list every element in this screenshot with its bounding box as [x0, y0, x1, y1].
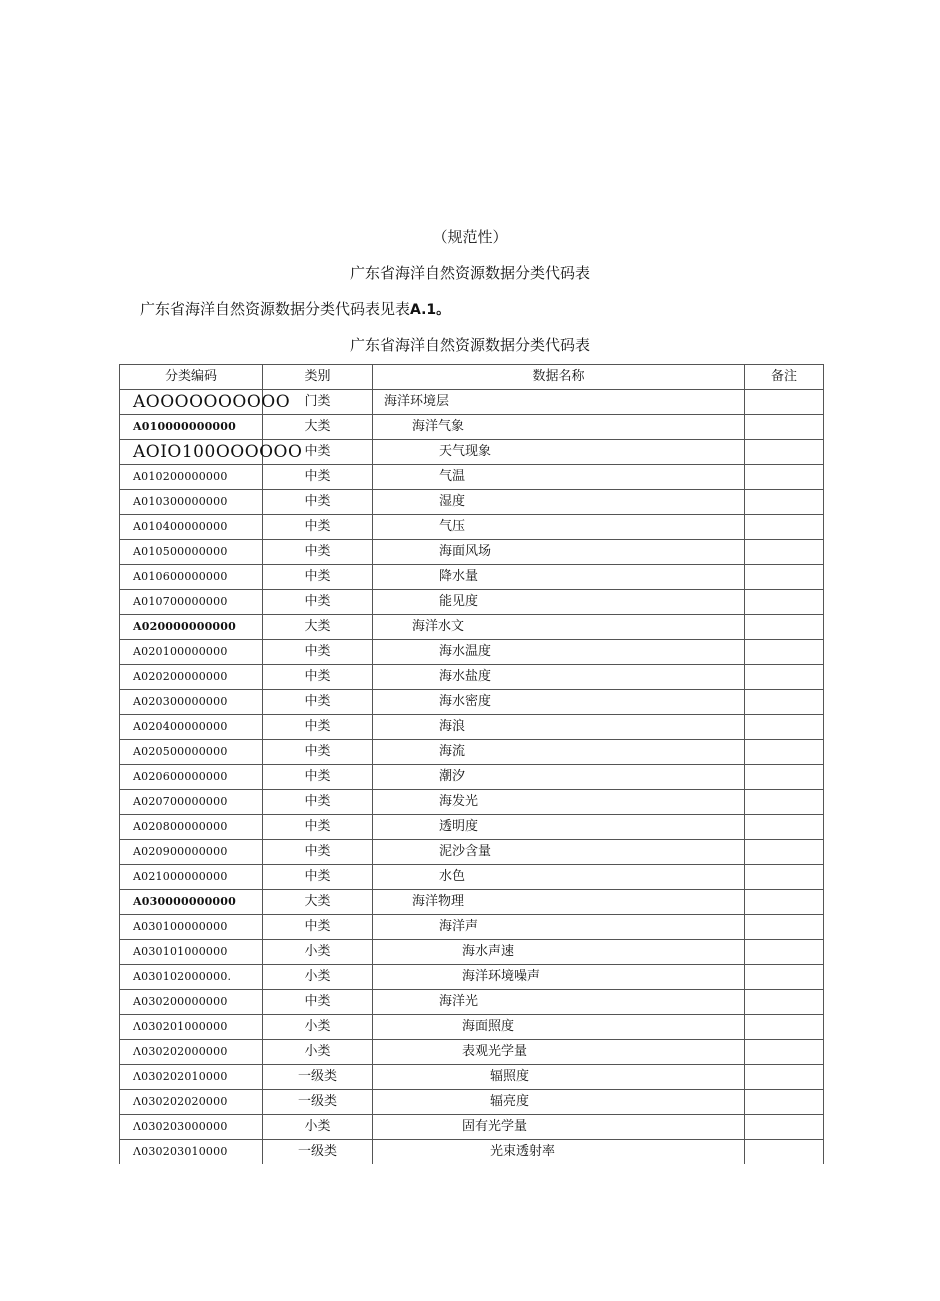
data-name-cell: 海面风场: [373, 540, 745, 565]
code-cell: A030100000000: [120, 915, 263, 940]
category-cell: 中类: [263, 540, 373, 565]
table-row: [120, 390, 824, 415]
category-cell: 中类: [263, 790, 373, 815]
data-name-cell: 降水量: [373, 565, 745, 590]
note-cell: [745, 715, 824, 740]
note-cell: [745, 765, 824, 790]
category-cell: 小类: [263, 940, 373, 965]
data-name-cell: 海流: [373, 740, 745, 765]
code-cell: Λ030203000000: [120, 1115, 263, 1140]
category-cell: 门类: [263, 390, 373, 415]
note-cell: [745, 1140, 824, 1165]
code-cell: A020900000000: [120, 840, 263, 865]
code-cell: A010700000000: [120, 590, 263, 615]
code-cell: A030101000000: [120, 940, 263, 965]
data-name-cell: 海水声速: [373, 940, 745, 965]
table-row: [120, 690, 824, 715]
code-cell: A030200000000: [120, 990, 263, 1015]
category-cell: 一级类: [263, 1065, 373, 1090]
note-cell: [745, 390, 824, 415]
category-cell: 中类: [263, 715, 373, 740]
table-row: [120, 465, 824, 490]
data-name-cell: 海水温度: [373, 640, 745, 665]
table-row: [120, 565, 824, 590]
category-cell: 中类: [263, 490, 373, 515]
category-cell: 中类: [263, 690, 373, 715]
table-row: [120, 1115, 824, 1140]
note-cell: [745, 415, 824, 440]
code-cell: A010000000000: [120, 415, 263, 440]
category-cell: 中类: [263, 440, 373, 465]
data-name-cell: 能见度: [373, 590, 745, 615]
code-cell: A030102000000.: [120, 965, 263, 990]
table-row: [120, 1040, 824, 1065]
data-name-cell: 海浪: [373, 715, 745, 740]
data-name-cell: 海洋环境噪声: [373, 965, 745, 990]
category-cell: 中类: [263, 665, 373, 690]
table-row: [120, 990, 824, 1015]
code-cell: Λ030202000000: [120, 1040, 263, 1065]
data-name-cell: 辐亮度: [373, 1090, 745, 1115]
note-cell: [745, 615, 824, 640]
note-cell: [745, 940, 824, 965]
intro-sentence: [140, 298, 450, 319]
data-name-cell: 气温: [373, 465, 745, 490]
code-cell: Λ030201000000: [120, 1015, 263, 1040]
category-cell: 中类: [263, 565, 373, 590]
table-reference: A.1。: [410, 302, 451, 318]
header-category: 类别: [263, 365, 373, 390]
code-cell: A020500000000: [120, 740, 263, 765]
data-name-cell: 固有光学量: [373, 1115, 745, 1140]
note-cell: [745, 1015, 824, 1040]
code-cell: A020200000000: [120, 665, 263, 690]
table-row: [120, 615, 824, 640]
code-cell: Λ030203010000: [120, 1140, 263, 1165]
note-cell: [745, 790, 824, 815]
table-caption: 广东省海洋自然资源数据分类代码表: [349, 336, 590, 354]
table-row: [120, 840, 824, 865]
category-cell: 中类: [263, 990, 373, 1015]
data-name-cell: 表观光学量: [373, 1040, 745, 1065]
note-cell: [745, 565, 824, 590]
normative-note: （规范性）: [432, 228, 508, 246]
code-cell: AOIO100OOOOOO: [120, 440, 263, 465]
category-cell: 小类: [263, 1040, 373, 1065]
category-cell: 中类: [263, 865, 373, 890]
table-row: [120, 715, 824, 740]
data-name-cell: 气压: [373, 515, 745, 540]
category-cell: 中类: [263, 915, 373, 940]
table-row: [120, 740, 824, 765]
table-row: [120, 515, 824, 540]
table-row: [120, 1065, 824, 1090]
code-cell: A020400000000: [120, 715, 263, 740]
category-cell: 小类: [263, 1115, 373, 1140]
table-row: [120, 965, 824, 990]
code-cell: A020100000000: [120, 640, 263, 665]
code-cell: A020600000000: [120, 765, 263, 790]
table-row: [120, 1015, 824, 1040]
data-name-cell: 海洋气象: [373, 415, 745, 440]
data-name-cell: 天气现象: [373, 440, 745, 465]
category-cell: 中类: [263, 740, 373, 765]
note-cell: [745, 815, 824, 840]
note-cell: [745, 590, 824, 615]
header-code: 分类编码: [120, 365, 263, 390]
note-cell: [745, 1040, 824, 1065]
code-cell: A020000000000: [120, 615, 263, 640]
table-row: [120, 790, 824, 815]
data-name-cell: 海洋环境层: [373, 390, 745, 415]
data-name-cell: 透明度: [373, 815, 745, 840]
header-note: 备注: [745, 365, 824, 390]
code-cell: A010600000000: [120, 565, 263, 590]
note-cell: [745, 490, 824, 515]
classification-code-table: [119, 364, 824, 1164]
note-cell: [745, 665, 824, 690]
data-name-cell: 湿度: [373, 490, 745, 515]
table-row: [120, 440, 824, 465]
note-cell: [745, 1065, 824, 1090]
table-row: [120, 640, 824, 665]
category-cell: 大类: [263, 615, 373, 640]
table-row: [120, 865, 824, 890]
table-row: [120, 490, 824, 515]
note-cell: [745, 965, 824, 990]
category-cell: 大类: [263, 415, 373, 440]
table-row: [120, 590, 824, 615]
data-name-cell: 辐照度: [373, 1065, 745, 1090]
category-cell: 中类: [263, 815, 373, 840]
category-cell: 小类: [263, 1015, 373, 1040]
category-cell: 中类: [263, 640, 373, 665]
note-cell: [745, 540, 824, 565]
category-cell: 中类: [263, 765, 373, 790]
code-cell: A030000000000: [120, 890, 263, 915]
data-name-cell: 海洋水文: [373, 615, 745, 640]
intro-text: 广东省海洋自然资源数据分类代码表见表: [140, 300, 411, 318]
category-cell: 中类: [263, 840, 373, 865]
table-header-row: [120, 365, 824, 390]
category-cell: 中类: [263, 465, 373, 490]
note-cell: [745, 1115, 824, 1140]
code-cell: A020800000000: [120, 815, 263, 840]
note-cell: [745, 690, 824, 715]
code-cell: A020700000000: [120, 790, 263, 815]
code-cell: A010300000000: [120, 490, 263, 515]
code-cell: Λ030202010000: [120, 1065, 263, 1090]
note-cell: [745, 440, 824, 465]
table-row: [120, 815, 824, 840]
table-row: [120, 890, 824, 915]
note-cell: [745, 1090, 824, 1115]
table-row: [120, 765, 824, 790]
table-row: [120, 1090, 824, 1115]
data-name-cell: 海洋光: [373, 990, 745, 1015]
category-cell: 中类: [263, 515, 373, 540]
note-cell: [745, 640, 824, 665]
code-cell: AOOOOOOOOOO: [120, 390, 263, 415]
code-cell: A020300000000: [120, 690, 263, 715]
code-cell: Λ030202020000: [120, 1090, 263, 1115]
data-name-cell: 海面照度: [373, 1015, 745, 1040]
note-cell: [745, 840, 824, 865]
code-cell: A010500000000: [120, 540, 263, 565]
data-name-cell: 海发光: [373, 790, 745, 815]
data-name-cell: 潮汐: [373, 765, 745, 790]
appendix-title: 广东省海洋自然资源数据分类代码表: [349, 264, 590, 282]
table-body: [120, 390, 824, 1165]
data-name-cell: 光束透射率: [373, 1140, 745, 1165]
data-name-cell: 海水盐度: [373, 665, 745, 690]
note-cell: [745, 915, 824, 940]
table-row: [120, 665, 824, 690]
category-cell: 一级类: [263, 1090, 373, 1115]
data-name-cell: 泥沙含量: [373, 840, 745, 865]
category-cell: 一级类: [263, 1140, 373, 1165]
category-cell: 中类: [263, 590, 373, 615]
code-cell: A021000000000: [120, 865, 263, 890]
data-name-cell: 海洋物理: [373, 890, 745, 915]
data-name-cell: 海水密度: [373, 690, 745, 715]
table-row: [120, 1140, 824, 1165]
code-cell: A010400000000: [120, 515, 263, 540]
data-name-cell: 海洋声: [373, 915, 745, 940]
category-cell: 大类: [263, 890, 373, 915]
table-row: [120, 415, 824, 440]
note-cell: [745, 990, 824, 1015]
table-row: [120, 940, 824, 965]
table-row: [120, 915, 824, 940]
note-cell: [745, 740, 824, 765]
note-cell: [745, 865, 824, 890]
note-cell: [745, 890, 824, 915]
data-name-cell: 水色: [373, 865, 745, 890]
note-cell: [745, 515, 824, 540]
table-row: [120, 540, 824, 565]
note-cell: [745, 465, 824, 490]
code-cell: A010200000000: [120, 465, 263, 490]
category-cell: 小类: [263, 965, 373, 990]
header-name: 数据名称: [373, 365, 745, 390]
